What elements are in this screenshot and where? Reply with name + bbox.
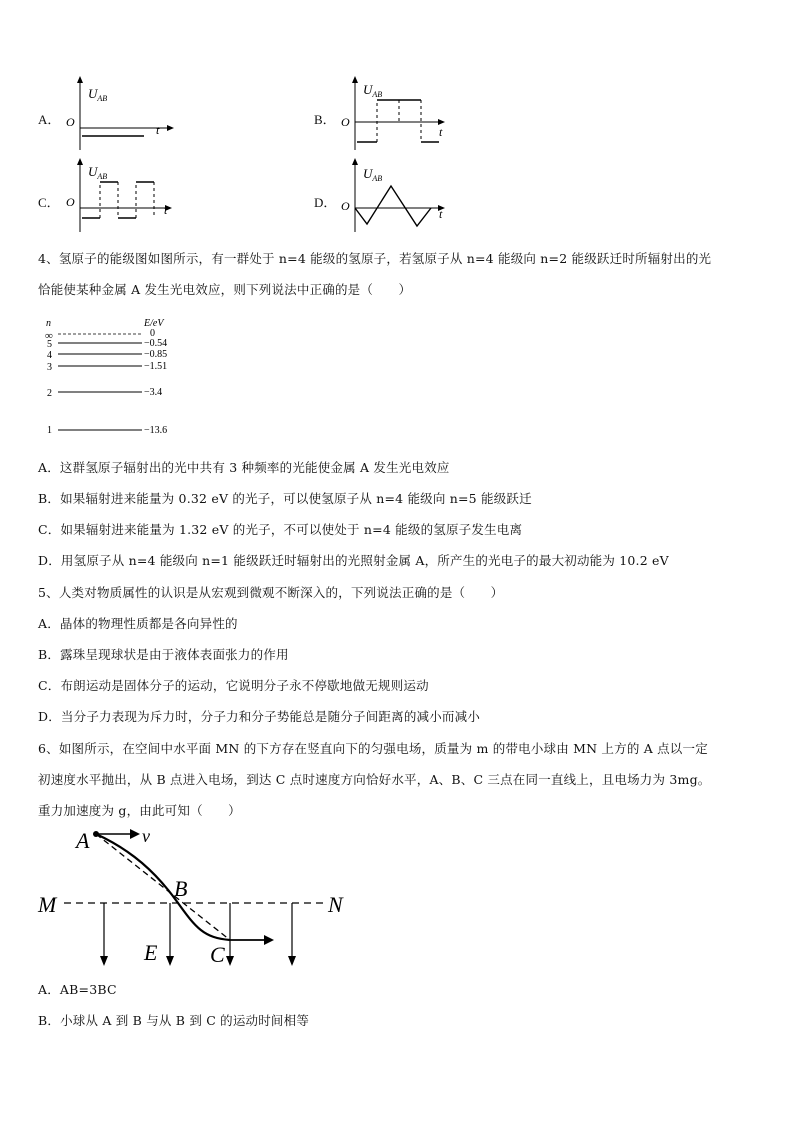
- level-n-1: 1: [47, 425, 52, 436]
- label-m: M: [38, 892, 57, 917]
- svg-text:t: t: [164, 203, 168, 217]
- svg-text:O: O: [341, 115, 350, 129]
- svg-text:O: O: [341, 199, 350, 213]
- level-e-3: −1.51: [144, 361, 168, 372]
- t-label: t: [156, 123, 160, 137]
- q3-graph-a: [60, 74, 190, 154]
- q3-option-d-label: D．: [314, 195, 337, 210]
- q6-option-b: B．小球从 A 到 B 与从 B 到 C 的运动时间相等: [38, 1013, 310, 1028]
- level-n-5: 5: [47, 339, 52, 350]
- label-b: B: [174, 876, 188, 901]
- line-abc: [96, 834, 230, 940]
- q4-option-c: C．如果辐射进来能量为 1.32 eV 的光子，不可以使处于 n=4 能级的氢原子发生电离: [38, 522, 523, 537]
- level-e-1: −13.6: [144, 425, 168, 436]
- label-e: E: [144, 940, 158, 965]
- label-n: N: [328, 892, 343, 917]
- q3-graph-b: [335, 74, 465, 154]
- q3-graph-c: [60, 156, 190, 236]
- level-n-inf: ∞: [45, 330, 53, 342]
- label-v: v: [142, 826, 150, 846]
- n-axis-label: n: [46, 318, 51, 329]
- q4-option-b: B．如果辐射进来能量为 0.32 eV 的光子，可以使氢原子从 n=4 能级向 n=5 能级跃迁: [38, 491, 532, 506]
- q4-stem-line2: 恰能使某种金属 A 发生光电效应，则下列说法中正确的是（ ）: [38, 282, 412, 297]
- level-n-3: 3: [47, 362, 52, 373]
- q6-stem-line1: 6、如图所示，在空间中水平面 MN 的下方存在竖直向下的匀强电场，质量为 m 的带电小球由 MN 上方的 A 点以一定: [38, 741, 708, 756]
- svg-text:UAB: $U_{AB}$: [363, 82, 383, 99]
- q5-option-a: A．晶体的物理性质都是各向异性的: [38, 616, 238, 631]
- q3-option-b-label: B．: [314, 112, 336, 127]
- level-e-inf: 0: [150, 328, 155, 339]
- label-c: C: [210, 942, 225, 967]
- q3-option-c-label: C．: [38, 195, 60, 210]
- q5-option-c: C．布朗运动是固体分子的运动，它说明分子永不停歇地做无规则运动: [38, 678, 429, 693]
- q6-stem-line2: 初速度水平抛出，从 B 点进入电场，到达 C 点时速度方向恰好水平，A、B、C 三点在同一直线上，且电场力为 3mg。: [38, 772, 711, 787]
- q4-stem-line1: 4、氢原子的能级图如图所示，有一群处于 n=4 能级的氢原子，若氢原子从 n=4 能级向 n=2 能级跃迁时所辐射出的光: [38, 251, 712, 266]
- q5-stem: 5、人类对物质属性的认识是从宏观到微观不断深入的，下列说法正确的是（ ）: [38, 585, 504, 600]
- axis-label: $U_{AB}$: [88, 86, 108, 103]
- x-axis-arrow: [167, 125, 174, 131]
- level-n-2: 2: [47, 388, 52, 399]
- svg-text:UAB: $U_{AB}$: [363, 166, 383, 183]
- svg-text:UAB: $U_{AB}$: [88, 164, 108, 181]
- q5-option-b: B．露珠呈现球状是由于液体表面张力的作用: [38, 647, 289, 662]
- level-e-2: −3.4: [144, 387, 163, 398]
- label-a: A: [76, 828, 90, 853]
- y-axis-arrow: [77, 76, 83, 83]
- q5-option-d: D．当分子力表现为斥力时，分子力和分子势能总是随分子间距离的减小而减小: [38, 709, 481, 724]
- q6-option-a: A．AB=3BC: [38, 982, 117, 997]
- q3-option-a-label: A．: [38, 112, 61, 127]
- level-e-5: −0.54: [144, 338, 168, 349]
- q4-option-a: A．这群氢原子辐射出的光中共有 3 种频率的光能使金属 A 发生光电效应: [38, 460, 450, 475]
- svg-text:t: t: [439, 125, 443, 139]
- svg-text:O: O: [66, 195, 75, 209]
- svg-text:t: t: [439, 207, 443, 221]
- q4-option-d: D．用氢原子从 n=4 能级向 n=1 能级跃迁时辐射出的光照射金属 A，所产生的光电子的最大初动能为 10.2 eV: [38, 553, 669, 568]
- level-e-4: −0.85: [144, 349, 168, 360]
- origin-label: O: [66, 115, 75, 129]
- q3-graph-d: [335, 156, 465, 236]
- projectile-field-diagram: [36, 820, 356, 970]
- energy-level-diagram: [40, 314, 200, 444]
- q6-stem-line3: 重力加速度为 g，由此可知（ ）: [38, 803, 241, 818]
- e-axis-label: E/eV: [144, 318, 164, 329]
- level-n-4: 4: [47, 350, 52, 361]
